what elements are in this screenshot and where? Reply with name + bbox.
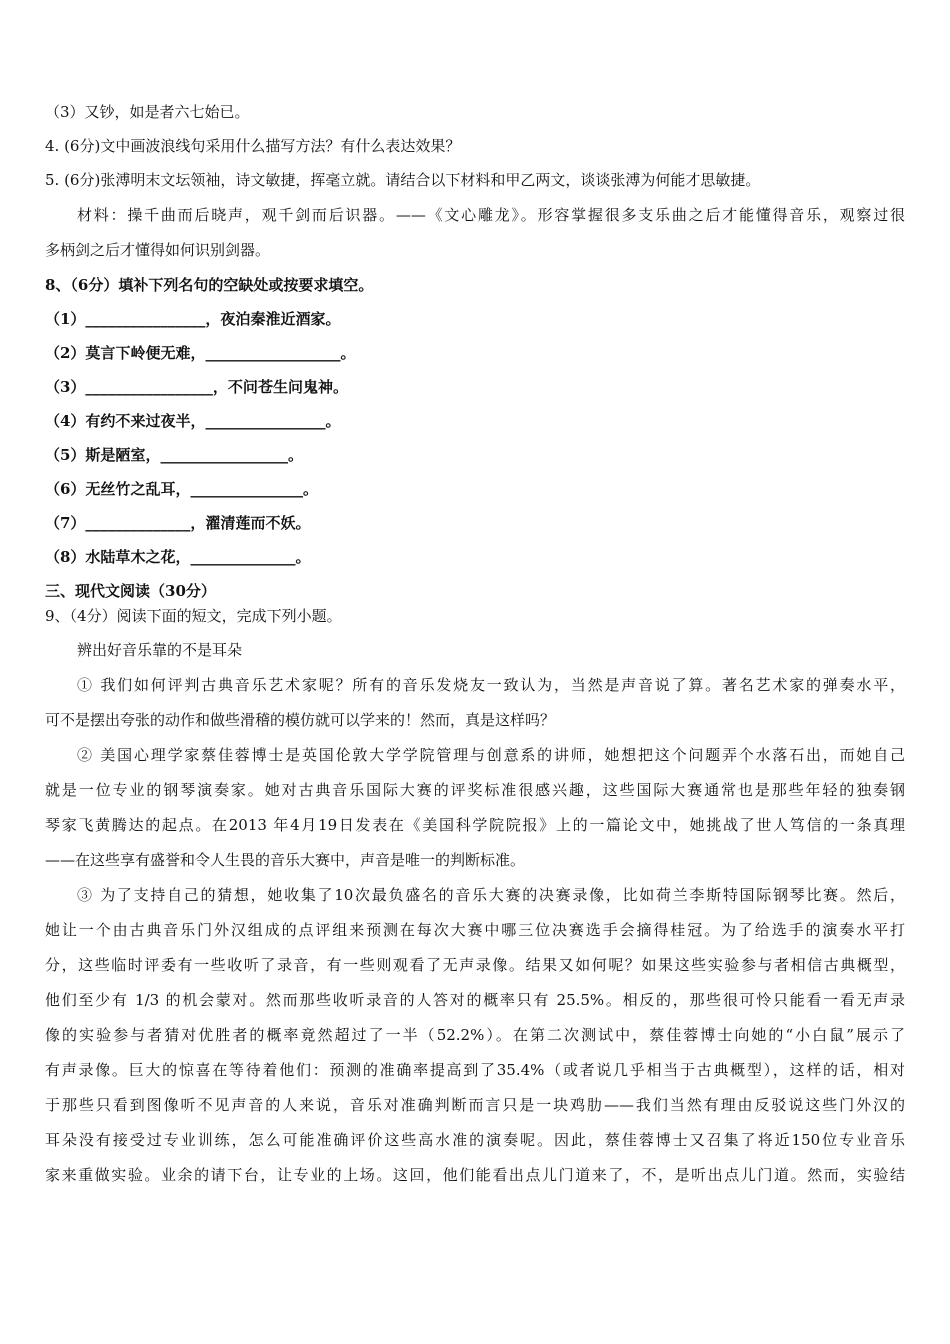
fill-blank-1: （1）________________，夜泊秦淮近酒家。 bbox=[45, 310, 341, 328]
section-3-heading: 三、现代文阅读（30分） bbox=[45, 582, 216, 600]
paragraph-3-line-3: 分，这些临时评委有一些收听了录音，有一些则观看了无声录像。结果又如何呢？如果这些实验参与者相信古典概型， bbox=[45, 956, 905, 974]
question-8-heading: 8、（6分）填补下列名句的空缺处或按要求填空。 bbox=[45, 276, 374, 294]
fill-blank-3: （3）_________________，不问苍生问鬼神。 bbox=[45, 378, 348, 396]
question-4: 4. (6分)文中画波浪线句采用什么描写方法？有什么表达效果？ bbox=[45, 137, 461, 155]
question-9-heading: 9、（4分）阅读下面的短文，完成下列小题。 bbox=[45, 607, 342, 625]
paragraph-1-line-1: ① 我们如何评判古典音乐艺术家呢？所有的音乐发烧友一致认为，当然是声音说了算。著名艺术家的弹奏水平， bbox=[77, 676, 905, 694]
paragraph-3-line-7: 于那些只看到图像听不见声音的人来说，音乐对准确判断而言只是一块鸡肋——我们当然有理由反驳说这些门外汉的 bbox=[45, 1096, 905, 1114]
fill-blank-8: （8）水陆草木之花，______________。 bbox=[45, 548, 311, 566]
paragraph-2-line-4: ——在这些享有盛誉和令人生畏的音乐大赛中，声音是唯一的判断标准。 bbox=[45, 851, 526, 869]
paragraph-3-line-1: ③ 为了支持自己的猜想，她收集了10次最负盛名的音乐大赛的决赛录像，比如荷兰李斯特国际钢琴比赛。然后， bbox=[77, 886, 905, 904]
paragraph-3-line-5: 像的实验参与者猜对优胜者的概率竟然超过了一半（52.2%）。在第二次测试中，蔡佳蓉博士向她的“小白鼠”展示了 bbox=[45, 1026, 905, 1044]
paragraph-2-line-1: ② 美国心理学家蔡佳蓉博士是英国伦敦大学学院管理与创意系的讲师，她想把这个问题弄个水落石出，而她自己 bbox=[77, 746, 905, 764]
fill-blank-2: （2）莫言下岭便无难，__________________。 bbox=[45, 344, 356, 362]
fill-blank-7: （7）______________，濯清莲而不妖。 bbox=[45, 514, 311, 532]
paragraph-3-line-6: 有声录像。巨大的惊喜在等待着他们：预测的准确率提高到了35.4%（或者说几乎相当于古典概型），这样的话，相对 bbox=[45, 1061, 905, 1079]
material-line-1: 材料：操千曲而后晓声，观千剑而后识器。——《文心雕龙》。形容掌握很多支乐曲之后才能懂得音乐，观察过很 bbox=[77, 206, 905, 224]
paragraph-3-line-2: 她让一个由古典音乐门外汉组成的点评组来预测在每次大赛中哪三位决赛选手会摘得桂冠。为了给选手的演奏水平打 bbox=[45, 921, 905, 939]
paragraph-1-line-2: 可不是摆出夸张的动作和做些滑稽的模仿就可以学来的！然而，真是这样吗？ bbox=[45, 711, 556, 729]
question-3-subitem: （3）又钞，如是者六七始已。 bbox=[45, 103, 250, 121]
article-title: 辨出好音乐靠的不是耳朵 bbox=[77, 641, 243, 659]
fill-blank-4: （4）有约不来过夜半，________________。 bbox=[45, 412, 341, 430]
paragraph-3-line-4: 他们至少有 1/3 的机会蒙对。然而那些收听录音的人答对的概率只有 25.5%。相反的，那些很可怜只能看一看无声录 bbox=[45, 991, 905, 1009]
material-line-2: 多柄剑之后才懂得如何识别剑器。 bbox=[45, 241, 271, 259]
fill-blank-6: （6）无丝竹之乱耳，_______________。 bbox=[45, 480, 318, 498]
question-5: 5. (6分)张溥明末文坛领袖，诗文敏捷，挥毫立就。请结合以下材料和甲乙两文，谈谈张溥为何能才思敏捷。 bbox=[45, 171, 761, 189]
fill-blank-5: （5）斯是陋室，_________________。 bbox=[45, 446, 303, 464]
paragraph-3-line-8: 耳朵没有接受过专业训练，怎么可能准确评价这些高水准的演奏呢。因此，蔡佳蓉博士又召集了将近150位专业音乐 bbox=[45, 1131, 905, 1149]
paragraph-2-line-3: 琴家飞黄腾达的起点。在2013 年4月19日发表在《美国科学院院报》上的一篇论文中，她挑战了世人笃信的一条真理 bbox=[45, 816, 905, 834]
paragraph-3-line-9: 家来重做实验。业余的请下台，让专业的上场。这回，他们能看出点儿门道来了，不，是听出点儿门道。然而，实验结 bbox=[45, 1166, 905, 1184]
paragraph-2-line-2: 就是一位专业的钢琴演奏家。她对古典音乐国际大赛的评奖标准很感兴趣，这些国际大赛通常也是那些年轻的独奏钢 bbox=[45, 781, 905, 799]
